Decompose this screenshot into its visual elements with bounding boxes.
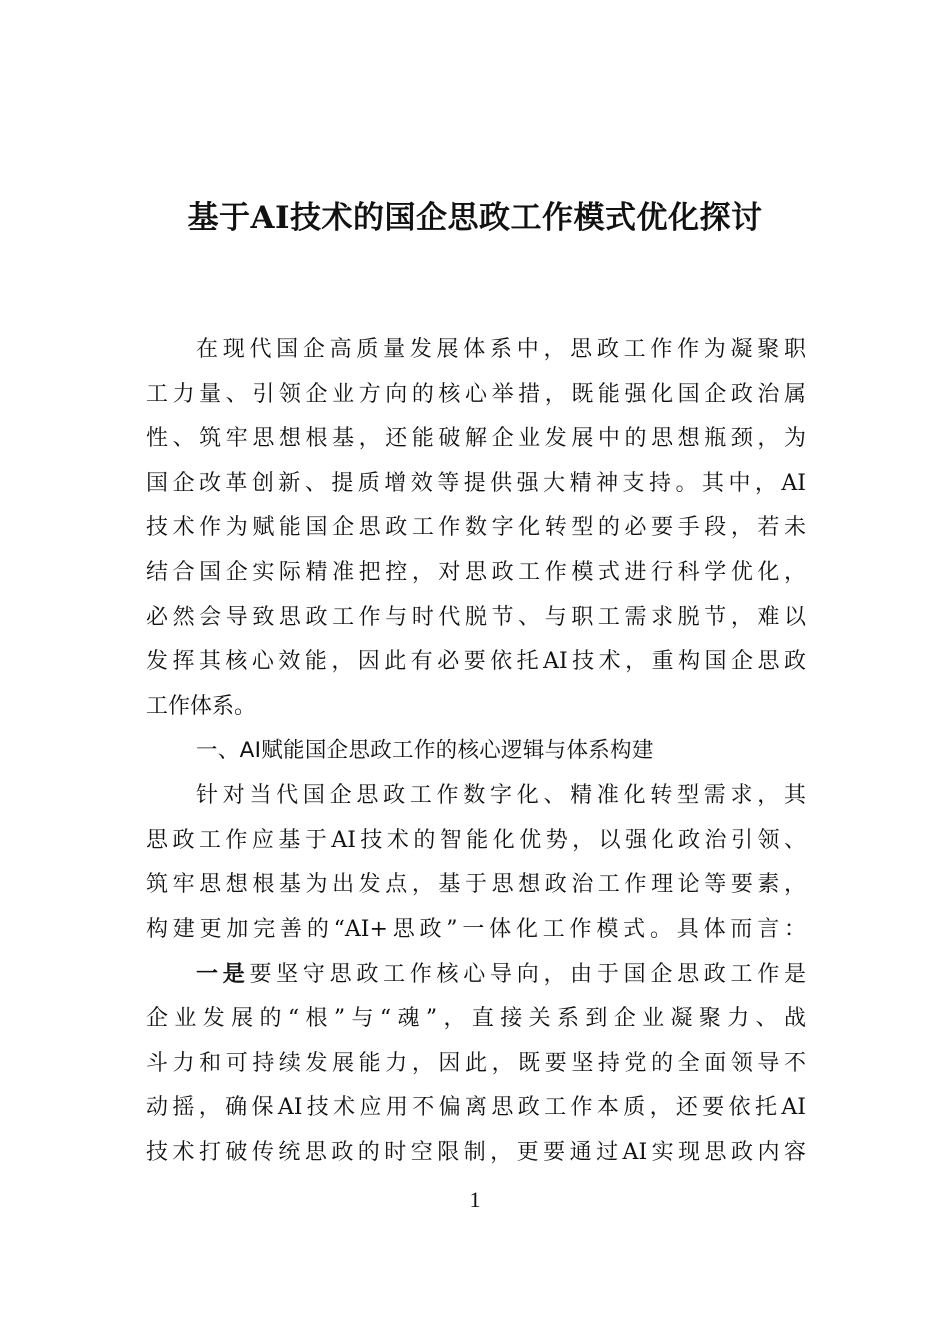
paragraph-line: 思政工作应基于AI技术的智能化优势，以强化政治引领、 [146, 827, 806, 853]
paragraph-line: 必然会导致思政工作与时代脱节、与职工需求脱节，难以 [146, 604, 806, 630]
paragraph-line: 国企改革创新、提质增效等提供强大精神支持。其中，AI [146, 470, 806, 496]
point-lead: 一是 [196, 961, 250, 988]
paragraph-line: 发挥其核心效能，因此有必要依托AI技术，重构国企思政 [146, 649, 806, 675]
paragraph-line: 针对当代国企思政工作数字化、精准化转型需求，其 [196, 782, 806, 808]
section-heading: 一、AI赋能国企思政工作的核心逻辑与体系构建 [196, 738, 654, 764]
paragraph-line: 技术打破传统思政的时空限制，更要通过AI实现思政内容 [146, 1139, 806, 1165]
paragraph-line: 技术作为赋能国企思政工作数字化转型的必要手段，若未 [146, 515, 806, 541]
paragraph-line-last: 工作体系。 [146, 693, 257, 719]
paragraph-line: 在现代国企高质量发展体系中，思政工作作为凝聚职 [196, 337, 806, 362]
point-first-line [146, 952, 806, 997]
paragraph-line: 构建更加完善的“AI+思政”一体化工作模式。具体而言： [146, 916, 806, 942]
point-text: 要坚守思政工作核心导向，由于国企思政工作是 [249, 962, 806, 988]
paragraph-line: 性、筑牢思想根基，还能破解企业发展中的思想瓶颈，为 [146, 426, 806, 452]
paragraph-line: 企业发展的“根”与“魂”，直接关系到企业凝聚力、战 [146, 1005, 806, 1031]
document-body [146, 328, 806, 1175]
page-number: 1 [469, 1187, 481, 1212]
paragraph-line: 动摇，确保AI技术应用不偏离思政工作本质，还要依托AI [146, 1095, 806, 1121]
paragraph-line: 斗力和可持续发展能力，因此，既要坚持党的全面领导不 [146, 1050, 806, 1076]
paragraph-line: 结合国企实际精准把控，对思政工作模式进行科学优化， [146, 559, 806, 585]
paragraph-line: 工力量、引领企业方向的核心举措，既能强化国企政治属 [146, 381, 806, 407]
paragraph-line: 筑牢思想根基为出发点，基于思想政治工作理论等要素， [146, 872, 806, 898]
document-title: 基于AI技术的国企思政工作模式优化探讨 [187, 200, 763, 236]
